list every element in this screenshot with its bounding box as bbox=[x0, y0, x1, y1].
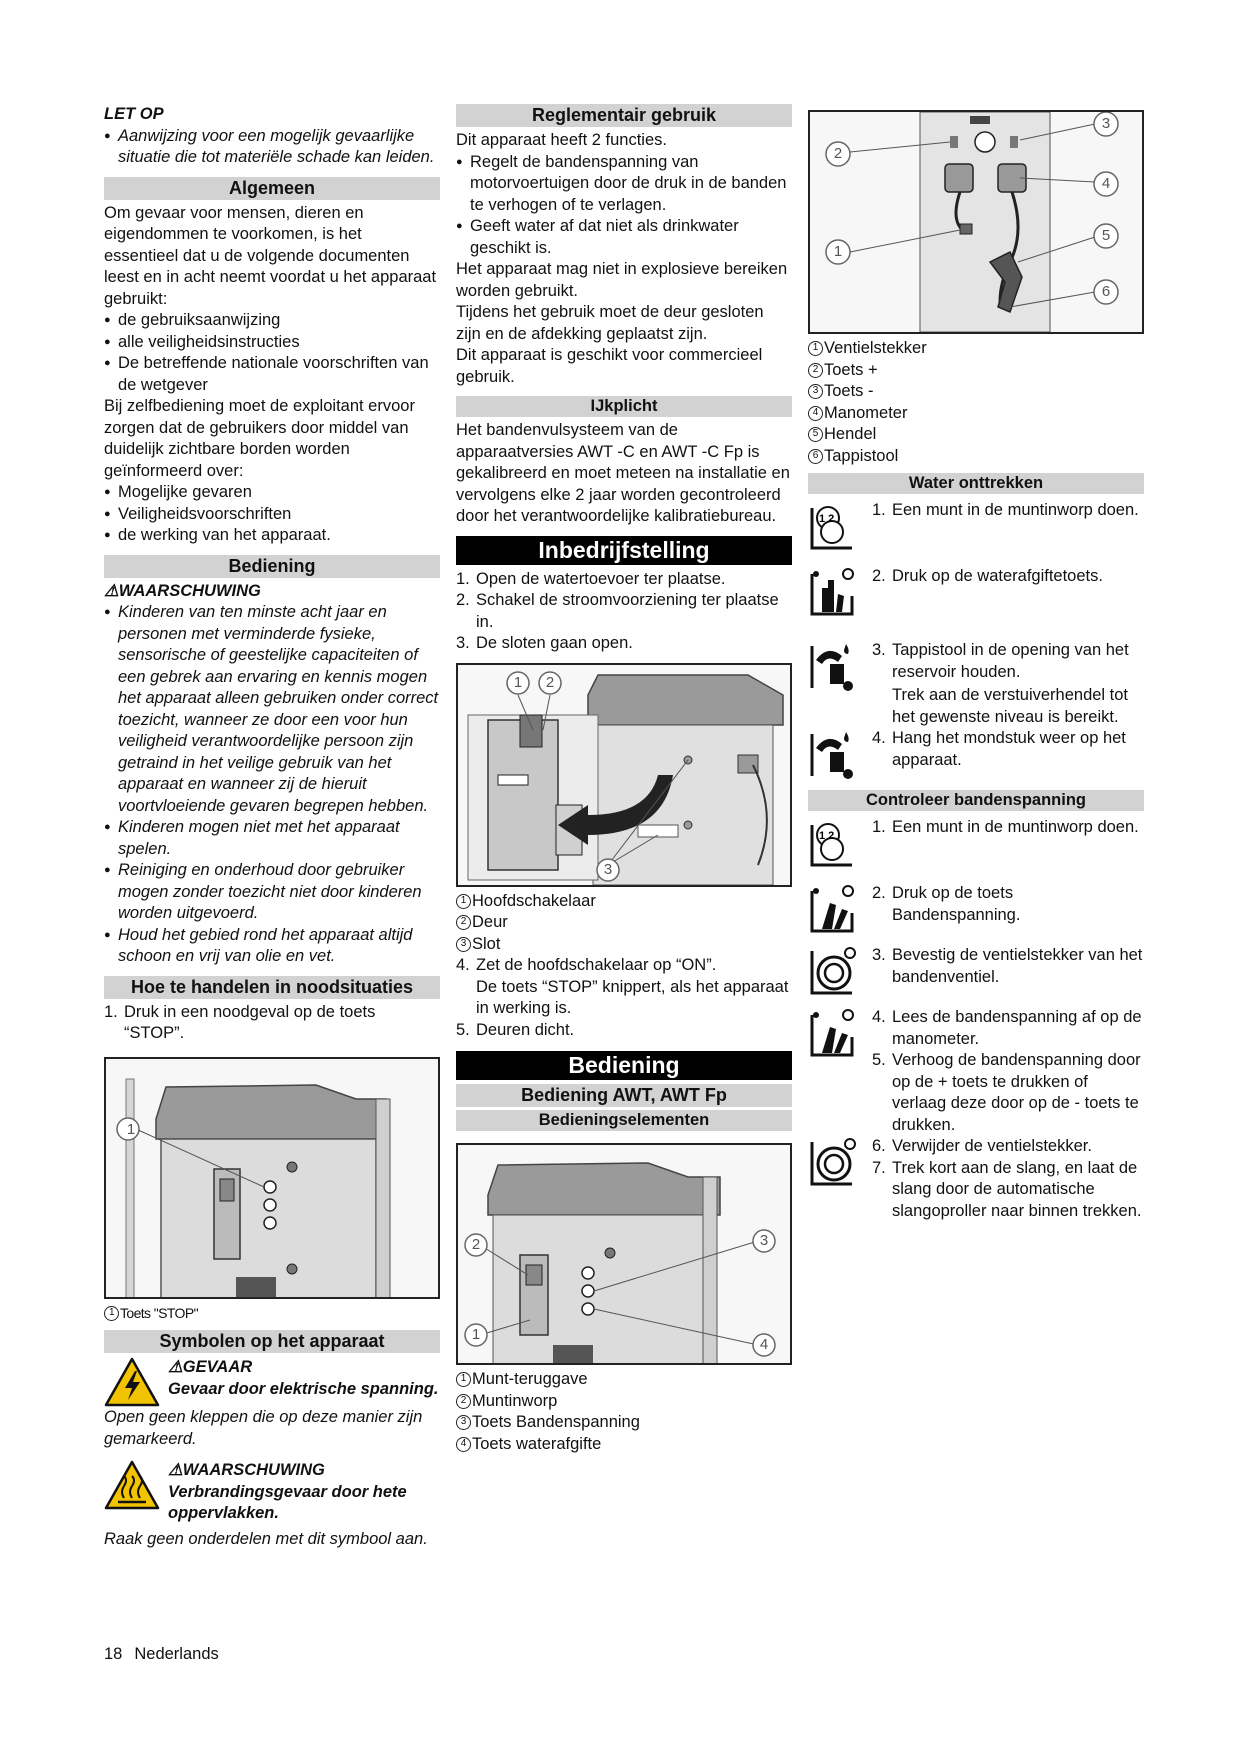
water-gun-icon bbox=[808, 640, 856, 692]
inbedrijf-step-3: 3. De sloten gaan open. bbox=[456, 634, 633, 652]
water-step-1: 1 2 1. Een munt in de muntinworp doen. bbox=[808, 500, 1144, 552]
fig3-callout-4: 4 bbox=[759, 1336, 769, 1353]
device-illustration-tyre-water bbox=[810, 112, 1142, 332]
page-footer bbox=[104, 1644, 219, 1666]
fig2-callout-1: 1 bbox=[513, 673, 523, 691]
algemeen-bullet-1: ● de gebruiksaanwijzing bbox=[104, 310, 440, 332]
bediening-bullet-4: ● Houd het gebied rond het apparaat altijd schoon en vrij van olie en vet. bbox=[104, 925, 440, 968]
fig3-legend-item-2: 2 Muntinworp bbox=[456, 1391, 792, 1413]
water-step-4: 4. Hang het mondstuk weer op het apparaat. bbox=[808, 728, 1144, 780]
reg-paragraph-1: Dit apparaat heeft 2 functies. bbox=[456, 131, 667, 149]
algemeen-bullet-4: ● Mogelijke gevaren bbox=[104, 482, 440, 504]
inbedrijf-step-1: 1. Open de watertoevoer ter plaatse. bbox=[456, 569, 726, 588]
device-illustration-main-switch bbox=[458, 665, 790, 885]
fig4-legend-item-5: 5 Hendel bbox=[808, 424, 1144, 446]
column-left bbox=[104, 104, 440, 1550]
waarschuwing2-description: Raak geen onderdelen met dit symbool aan. bbox=[104, 1529, 428, 1548]
figure-tyre-water-unit bbox=[808, 110, 1144, 334]
device-illustration-stop bbox=[106, 1059, 438, 1297]
waarschuwing2-text: Verbrandingsgevaar door hete oppervlakken. bbox=[168, 1482, 407, 1522]
tyre-step-3: 3. Bevestig de ventielstekker van het bandenventiel. bbox=[808, 945, 1144, 997]
fig3-callout-2: 2 bbox=[471, 1236, 481, 1253]
figure-main-switch bbox=[456, 663, 792, 887]
bediening-bullet-2: ● Kinderen mogen niet met het apparaat spelen. bbox=[104, 817, 440, 860]
press-button-icon bbox=[808, 883, 856, 935]
reg-bullet-2: ● Geeft water af dat niet als drinkwater geschikt is. bbox=[456, 216, 792, 259]
fig2-legend-item-1: 1 Hoofdschakelaar bbox=[456, 891, 792, 913]
fig1-legend-item: 1 Toets "STOP" bbox=[104, 1303, 440, 1325]
fig2-callout-3: 3 bbox=[603, 860, 613, 878]
section-water-heading: Water onttrekken bbox=[808, 473, 1144, 494]
fig4-legend-item-2: 2 Toets + bbox=[808, 360, 1144, 382]
algemeen-bullet-6: ● de werking van het apparaat. bbox=[104, 525, 440, 547]
section-bediening-heading: Bediening bbox=[104, 555, 440, 578]
fig2-legend-item-2: 2 Deur bbox=[456, 912, 792, 934]
fig4-legend-item-3: 3 Toets - bbox=[808, 381, 1144, 403]
fig4-callout-1: 1 bbox=[833, 243, 843, 260]
let-op-bullet: ● Aanwijzing voor een mogelijk gevaarlijke situatie die tot materiële schade kan leiden. bbox=[104, 126, 440, 169]
tyre-step-7: 7. Trek kort aan de slang, en laat de slang door de automatische slangoproller naar binnen trekken. bbox=[872, 1158, 1142, 1220]
fig4-callout-4: 4 bbox=[1101, 175, 1111, 192]
fig3-callout-1: 1 bbox=[471, 1326, 481, 1343]
fig4-legend-item-6: 6 Tappistool bbox=[808, 446, 1144, 468]
hang-nozzle-icon bbox=[808, 728, 856, 780]
gevaar-label: ⚠GEVAAR bbox=[168, 1358, 253, 1376]
section-algemeen-heading: Algemeen bbox=[104, 177, 440, 200]
figure-control-elements bbox=[456, 1143, 792, 1365]
gevaar-description: Open geen kleppen die op deze manier zijn gemarkeerd. bbox=[104, 1408, 423, 1448]
fig4-legend-item-1: 1 Ventielstekker bbox=[808, 338, 1144, 360]
fig3-legend-item-1: 1 Munt-teruggave bbox=[456, 1369, 792, 1391]
fig3-legend-item-3: 3 Toets Bandenspanning bbox=[456, 1412, 792, 1434]
fig2-legend-item-3: 3 Slot bbox=[456, 934, 792, 956]
press-button-icon bbox=[808, 566, 856, 618]
inbedrijf-step-4-sub: De toets “STOP” knippert, als het apparaat in werking is. bbox=[476, 977, 789, 1017]
figure-stop-button bbox=[104, 1057, 440, 1299]
gevaar-text: Gevaar door elektrische spanning. bbox=[168, 1379, 439, 1398]
fig4-callout-2: 2 bbox=[833, 145, 843, 162]
reg-bullet-1: ● Regelt de bandenspanning van motorvoertuigen door de druk in de banden te verhogen of te verlagen. bbox=[456, 152, 792, 217]
section-controleer-heading: Controleer bandenspanning bbox=[808, 790, 1144, 811]
algemeen-bullet-5: ● Veiligheidsvoorschriften bbox=[104, 504, 440, 526]
section-ijkplicht-heading: IJkplicht bbox=[456, 396, 792, 417]
bediening-bullet-1: ● Kinderen van ten minste acht jaar en personen met verminderde fysieke, sensorische of geestelijke capaciteiten of een gebrek aan ervaring en kennis mogen het apparaat alleen gebruiken onder correct toezicht, wanneer ze door een voor hun veiligheid verantwoordelijke persoon zijn getraind in het veilige gebruik van het apparaat en wanneer zij de hieruit voortvloeiende gevaren begrepen hebben. bbox=[104, 602, 440, 817]
algemeen-bullet-2: ● alle veiligheidsinstructies bbox=[104, 332, 440, 354]
footer-language: Nederlands bbox=[134, 1645, 219, 1663]
section-symbolen-heading: Symbolen op het apparaat bbox=[104, 1330, 440, 1353]
electric-hazard-icon bbox=[104, 1357, 160, 1407]
device-illustration-controls bbox=[458, 1145, 790, 1363]
waarschuwing-label: ⚠WAARSCHUWING bbox=[104, 581, 261, 600]
fig4-callout-6: 6 bbox=[1101, 283, 1111, 300]
ijkplicht-paragraph: Het bandenvulsysteem van de apparaatversies AWT -C en AWT -C Fp is gekalibreerd en moet meteen na installatie en vervolgens elke 2 jaar worden gecontroleerd door het verantwoordelijke kalibratiebureau. bbox=[456, 421, 790, 525]
algemeen-paragraph-1: Om gevaar voor mensen, dieren en eigendommen te voorkomen, is het essentieel dat u de volgende documenten leest en in acht neemt voordat u het apparaat gebruikt: bbox=[104, 203, 437, 308]
inbedrijf-step-5: 5. Deuren dicht. bbox=[456, 1020, 575, 1039]
section-reglementair-heading: Reglementair gebruik bbox=[456, 104, 792, 127]
section-bediening-main-heading: Bediening bbox=[456, 1051, 792, 1080]
column-middle bbox=[456, 104, 792, 1455]
column-right bbox=[808, 110, 1144, 1230]
inbedrijf-step-2: 2. Schakel de stroomvoorziening ter plaatse in. bbox=[456, 591, 779, 631]
fig3-legend-item-4: 4 Toets waterafgifte bbox=[456, 1434, 792, 1456]
algemeen-paragraph-2: Bij zelfbediening moet de exploitant ervoor zorgen dat de gebruikers door middel van duidelijk zichtbare borden worden geïnformeerd over: bbox=[104, 397, 415, 480]
fig4-legend-item-4: 4 Manometer bbox=[808, 403, 1144, 425]
fig4-callout-5: 5 bbox=[1101, 227, 1111, 244]
section-bediening-awt-heading: Bediening AWT, AWT Fp bbox=[456, 1084, 792, 1107]
reg-paragraph-3: Tijdens het gebruik moet de deur gesloten zijn en de afdekking geplaatst zijn. bbox=[456, 303, 764, 343]
algemeen-bullet-3: ● De betreffende nationale voorschriften van de wetgever bbox=[104, 353, 440, 396]
symbol-hot-surface-block bbox=[104, 1460, 440, 1525]
tyre-step-4: 4. Lees de bandenspanning af op de manometer. 5. Verhoog de bandenspanning door op de + toets te drukken of verlaag deze door op de - toets te drukken. bbox=[808, 1007, 1144, 1136]
fig1-callout-1: 1 bbox=[126, 1120, 136, 1138]
tyre-step-1: 1 2 1. Een munt in de muntinworp doen. bbox=[808, 817, 1144, 869]
water-step-3: 3. Tappistool in de opening van het reservoir houden. Trek aan de verstuiverhendel tot het gewenste niveau is bereikt. bbox=[808, 640, 1144, 728]
tyre-valve-icon bbox=[808, 945, 856, 997]
coin-slot-icon bbox=[808, 817, 856, 869]
reg-paragraph-2: Het apparaat mag niet in explosieve bereiken worden gebruikt. bbox=[456, 260, 788, 300]
fig3-callout-3: 3 bbox=[759, 1232, 769, 1249]
symbol-gevaar-block bbox=[104, 1357, 440, 1407]
tyre-valve-icon bbox=[808, 1136, 856, 1188]
svg-text:1 2: 1 2 bbox=[819, 830, 835, 842]
bediening-bullet-3: ● Reiniging en onderhoud door gebruiker mogen zonder toezicht niet door kinderen worden uitgevoerd. bbox=[104, 860, 440, 925]
tyre-step-2: 2. Druk op de toets Bandenspanning. bbox=[808, 883, 1144, 935]
let-op-title: LET OP bbox=[104, 105, 164, 123]
tyre-step-6: 6. Verwijder de ventielstekker. 7. Trek kort aan de slang, en laat de slang door de automatische slangoproller naar binnen trekken. bbox=[808, 1136, 1144, 1222]
coin-slot-icon bbox=[808, 500, 856, 552]
waarschuwing2-label: ⚠WAARSCHUWING bbox=[168, 1461, 325, 1479]
press-button-icon bbox=[808, 1007, 856, 1059]
fig4-callout-3: 3 bbox=[1101, 115, 1111, 132]
tyre-step-5: 5. Verhoog de bandenspanning door op de + toets te drukken of verlaag deze door op de - toets te drukken. bbox=[872, 1051, 1141, 1134]
section-bedieningselementen-heading: Bedieningselementen bbox=[456, 1110, 792, 1131]
section-noodsituaties-heading: Hoe te handelen in noodsituaties bbox=[104, 976, 440, 999]
fig2-callout-2: 2 bbox=[545, 673, 555, 691]
hot-surface-icon bbox=[104, 1460, 160, 1510]
nood-step-1: 1. Druk in een noodgeval op de toets “STOP”. bbox=[104, 1002, 376, 1042]
inbedrijf-step-4: 4. Zet de hoofdschakelaar op “ON”. bbox=[456, 956, 717, 974]
page-number: 18 bbox=[104, 1645, 123, 1663]
svg-text:1 2: 1 2 bbox=[819, 513, 835, 525]
water-step-2: 2. Druk op de waterafgiftetoets. bbox=[808, 566, 1144, 618]
reg-paragraph-4: Dit apparaat is geschikt voor commercieel gebruik. bbox=[456, 346, 763, 386]
section-inbedrijfstelling-heading: Inbedrijfstelling bbox=[456, 536, 792, 565]
